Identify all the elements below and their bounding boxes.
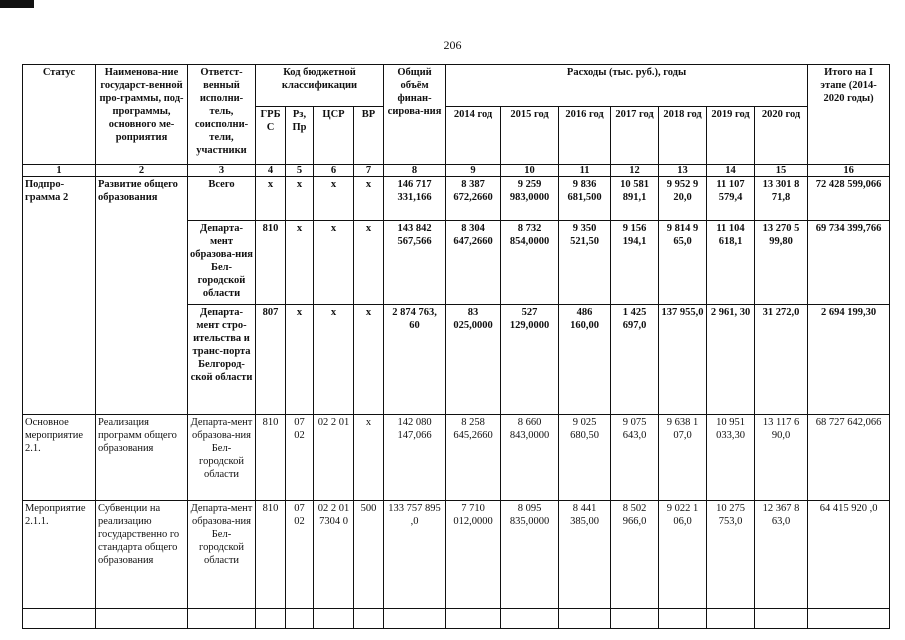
row-stage-total: 72 428 599,066 <box>808 177 890 221</box>
row-stage-total: 2 694 199,30 <box>808 305 890 415</box>
row-year-value: 83 025,0000 <box>446 305 501 415</box>
row-year-value: 8 502 966,0 <box>611 501 659 609</box>
row-year-value: 8 095 835,0000 <box>501 501 559 609</box>
row-year-value: 2 961, 30 <box>707 305 755 415</box>
row-year-value: 9 025 680,50 <box>559 415 611 501</box>
empty-cell <box>314 609 354 629</box>
column-number: 14 <box>707 165 755 177</box>
column-number: 10 <box>501 165 559 177</box>
header-year: 2020 год <box>755 107 808 165</box>
header-responsible: Ответст-венный исполни-тель, соисполни-тели, участники <box>188 65 256 165</box>
row-total: 143 842 567,566 <box>384 221 446 305</box>
header-name: Наименова-ние государст-венной про-граммы, под-программы, основного ме-роприятия <box>96 65 188 165</box>
row-vr: 500 <box>354 501 384 609</box>
empty-cell <box>659 609 707 629</box>
column-number: 4 <box>256 165 286 177</box>
column-number: 16 <box>808 165 890 177</box>
empty-cell <box>286 609 314 629</box>
row-year-value: 9 075 643,0 <box>611 415 659 501</box>
row-rz: 07 02 <box>286 501 314 609</box>
empty-cell <box>611 609 659 629</box>
row-grbs: 810 <box>256 501 286 609</box>
row-rz: х <box>286 177 314 221</box>
row-year-value: 8 660 843,0000 <box>501 415 559 501</box>
row-csr: х <box>314 305 354 415</box>
row-grbs: 807 <box>256 305 286 415</box>
row-year-value: 12 367 8 63,0 <box>755 501 808 609</box>
row-name: Развитие общего образования <box>96 177 188 415</box>
row-total: 146 717 331,166 <box>384 177 446 221</box>
row-grbs: 810 <box>256 415 286 501</box>
row-vr: х <box>354 305 384 415</box>
scan-corner-mark <box>0 0 34 8</box>
row-year-value: 1 425 697,0 <box>611 305 659 415</box>
header-year: 2015 год <box>501 107 559 165</box>
row-total: 2 874 763, 60 <box>384 305 446 415</box>
row-year-value: 31 272,0 <box>755 305 808 415</box>
row-total: 133 757 895 ,0 <box>384 501 446 609</box>
row-year-value: 13 270 5 99,80 <box>755 221 808 305</box>
header-total-volume: Общий объём финан-сирова-ния <box>384 65 446 165</box>
row-responsible: Департа-мент стро-ительства и транс-порта Белгород-ской области <box>188 305 256 415</box>
column-number: 11 <box>559 165 611 177</box>
header-budget-code: Код бюджетной классификации <box>256 65 384 107</box>
column-number: 12 <box>611 165 659 177</box>
empty-cell <box>256 609 286 629</box>
column-number: 7 <box>354 165 384 177</box>
row-rz: х <box>286 221 314 305</box>
row-grbs: х <box>256 177 286 221</box>
header-expenses: Расходы (тыс. руб.), годы <box>446 65 808 107</box>
header-year: 2016 год <box>559 107 611 165</box>
empty-cell <box>707 609 755 629</box>
empty-cell <box>501 609 559 629</box>
empty-cell <box>23 609 96 629</box>
column-number: 3 <box>188 165 256 177</box>
row-status: Подпро-грамма 2 <box>23 177 96 415</box>
row-responsible: Департа-мент образова-ния Бел-городской области <box>188 415 256 501</box>
page-number: 206 <box>443 38 462 52</box>
empty-cell <box>808 609 890 629</box>
row-vr: х <box>354 221 384 305</box>
header-status: Статус <box>23 65 96 165</box>
row-year-value: 13 117 6 90,0 <box>755 415 808 501</box>
header-stage-total: Итого на I этапе (2014-2020 годы) <box>808 65 890 165</box>
row-year-value: 9 259 983,0000 <box>501 177 559 221</box>
header-csr: ЦСР <box>314 107 354 165</box>
budget-table <box>22 64 889 629</box>
column-number: 5 <box>286 165 314 177</box>
row-year-value: 9 638 1 07,0 <box>659 415 707 501</box>
row-year-value: 13 301 8 71,8 <box>755 177 808 221</box>
row-year-value: 486 160,00 <box>559 305 611 415</box>
table-row <box>23 415 890 501</box>
column-number: 6 <box>314 165 354 177</box>
row-vr: х <box>354 415 384 501</box>
row-year-value: 9 022 1 06,0 <box>659 501 707 609</box>
row-vr: х <box>354 177 384 221</box>
row-year-value: 11 107 579,4 <box>707 177 755 221</box>
table-row <box>23 609 890 629</box>
row-csr: х <box>314 177 354 221</box>
column-number: 8 <box>384 165 446 177</box>
header-vr: ВР <box>354 107 384 165</box>
row-year-value: 10 275 753,0 <box>707 501 755 609</box>
row-rz: х <box>286 305 314 415</box>
row-year-value: 9 350 521,50 <box>559 221 611 305</box>
row-name: Реализация программ общего образования <box>96 415 188 501</box>
row-rz: 07 02 <box>286 415 314 501</box>
column-number: 15 <box>755 165 808 177</box>
row-year-value: 8 732 854,0000 <box>501 221 559 305</box>
row-year-value: 9 836 681,500 <box>559 177 611 221</box>
header-year: 2019 год <box>707 107 755 165</box>
row-year-value: 10 951 033,30 <box>707 415 755 501</box>
row-year-value: 7 710 012,0000 <box>446 501 501 609</box>
row-stage-total: 69 734 399,766 <box>808 221 890 305</box>
table-row <box>23 177 890 221</box>
row-year-value: 11 104 618,1 <box>707 221 755 305</box>
row-csr: х <box>314 221 354 305</box>
row-year-value: 9 952 9 20,0 <box>659 177 707 221</box>
empty-cell <box>384 609 446 629</box>
row-year-value: 527 129,0000 <box>501 305 559 415</box>
row-csr: 02 2 01 <box>314 415 354 501</box>
empty-cell <box>96 609 188 629</box>
header-year: 2017 год <box>611 107 659 165</box>
empty-cell <box>755 609 808 629</box>
row-status: Основное мероприятие 2.1. <box>23 415 96 501</box>
header-year: 2018 год <box>659 107 707 165</box>
row-responsible: Всего <box>188 177 256 221</box>
row-year-value: 8 258 645,2660 <box>446 415 501 501</box>
column-number-row <box>23 165 890 177</box>
row-stage-total: 68 727 642,066 <box>808 415 890 501</box>
column-number: 13 <box>659 165 707 177</box>
row-responsible: Департа-мент образова-ния Бел-городской области <box>188 221 256 305</box>
empty-cell <box>354 609 384 629</box>
empty-cell <box>559 609 611 629</box>
row-year-value: 10 581 891,1 <box>611 177 659 221</box>
column-number: 1 <box>23 165 96 177</box>
row-responsible: Департа-мент образова-ния Бел-городской области <box>188 501 256 609</box>
row-status: Мероприятие 2.1.1. <box>23 501 96 609</box>
empty-cell <box>446 609 501 629</box>
empty-cell <box>188 609 256 629</box>
row-name: Субвенции на реализацию государственно го стандарта общего образования <box>96 501 188 609</box>
table-row <box>23 501 890 609</box>
row-stage-total: 64 415 920 ,0 <box>808 501 890 609</box>
header-rz: Рз, Пр <box>286 107 314 165</box>
header-grbs: ГРБ С <box>256 107 286 165</box>
column-number: 9 <box>446 165 501 177</box>
row-year-value: 137 955,0 <box>659 305 707 415</box>
row-year-value: 8 304 647,2660 <box>446 221 501 305</box>
row-grbs: 810 <box>256 221 286 305</box>
row-year-value: 8 387 672,2660 <box>446 177 501 221</box>
column-number: 2 <box>96 165 188 177</box>
row-year-value: 9 814 9 65,0 <box>659 221 707 305</box>
row-year-value: 8 441 385,00 <box>559 501 611 609</box>
row-csr: 02 2 01 7304 0 <box>314 501 354 609</box>
row-total: 142 080 147,066 <box>384 415 446 501</box>
row-year-value: 9 156 194,1 <box>611 221 659 305</box>
header-year: 2014 год <box>446 107 501 165</box>
